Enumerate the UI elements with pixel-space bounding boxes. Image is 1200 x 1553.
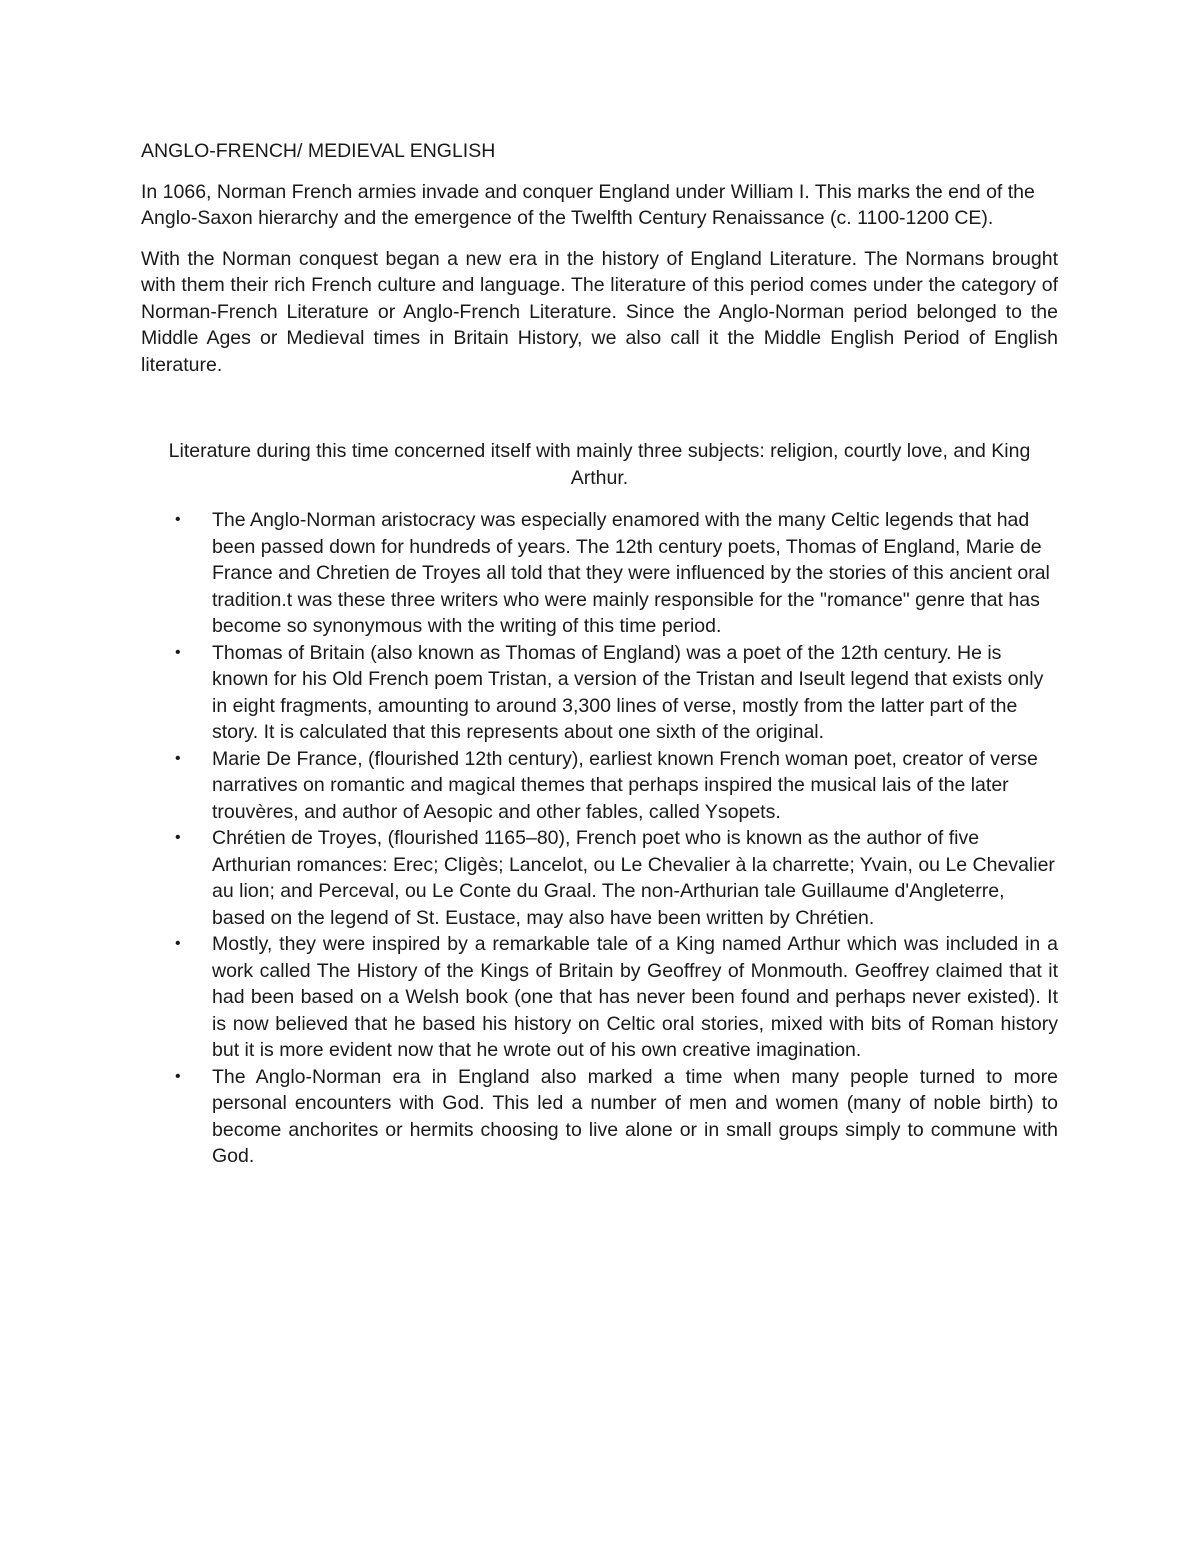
- list-item: [141, 931, 1058, 1064]
- section-spacer: [141, 392, 1058, 438]
- bullet-icon: •: [175, 829, 181, 846]
- subjects-intro: Literature during this time concerned itself with mainly three subjects: religion, courtly love, and King Arthur.: [168, 440, 1031, 489]
- list-item-text: The Anglo-Norman era in England also marked a time when many people turned to more personal encounters with God. This led a number of men and women (many of noble birth) to become anchorites or hermits choosing to live alone or in small groups simply to commune with God.: [212, 1065, 1058, 1167]
- bullet-list: [141, 507, 1058, 1170]
- list-item-text: Mostly, they were inspired by a remarkable tale of a King named Arthur which was included in a work called The History of the Kings of Britain by Geoffrey of Monmouth. Geoffrey claimed that it had been based on a Welsh book (one that has never been found and perhaps never existed). It is now believed that he based his history on Celtic oral stories, mixed with bits of Roman history but it is more evident now that he wrote out of his own creative imagination.: [212, 933, 1058, 1061]
- list-item-text: Chrétien de Troyes, (flourished 1165–80), French poet who is known as the author of five Arthurian romances: Erec; Cligès; Lancelot, ou Le Chevalier à la charrette; Yvain, ou Le Chevalier au lion; and Perceval, ou Le Conte du Graal. The non-Arthurian tale Guillaume d'Angleterre, based on the legend of St. Eustace, may also have been written by Chrétien.: [212, 827, 1055, 929]
- bullet-icon: •: [175, 643, 181, 661]
- document-title: ANGLO-FRENCH/ MEDIEVAL ENGLISH: [141, 140, 496, 162]
- list-item: [141, 640, 1058, 746]
- bullet-icon: •: [175, 935, 181, 952]
- bullet-icon: •: [175, 511, 181, 528]
- list-item: [141, 825, 1058, 931]
- bullet-icon: •: [175, 1067, 181, 1085]
- list-item: [141, 507, 1058, 640]
- norman-conquest-paragraph: With the Norman conquest began a new era in the history of England Literature. The Normans brought with them their rich French culture and language. The literature of this period comes under the category of Norman-French Literature or Anglo-French Literature. Since the Anglo-Norman period belonged to the Middle Ages or Medieval times in Britain History, we also call it the Middle English Period of English literature.: [141, 247, 1058, 376]
- bullet-icon: •: [175, 749, 181, 767]
- list-item-text: The Anglo-Norman aristocracy was especially enamored with the many Celtic legends that had been passed down for hundreds of years. The 12th century poets, Thomas of England, Marie de France and Chretien de Troyes all told that they were influenced by the stories of this ancient oral tradition.t was these three writers who were mainly responsible for the "romance" genre that has become so synonymous with the writing of this time period.: [212, 509, 1050, 637]
- document-page: [141, 138, 1058, 1170]
- list-item-text: Thomas of Britain (also known as Thomas of England) was a poet of the 12th century. He is known for his Old French poem Tristan, a version of the Tristan and Iseult legend that exists only in eight fragments, amounting to around 3,300 lines of verse, mostly from the latter part of the story. It is calculated that this represents about one sixth of the original.: [212, 641, 1044, 743]
- list-item-text: Marie De France, (flourished 12th century), earliest known French woman poet, creator of verse narratives on romantic and magical themes that perhaps inspired the musical lais of the later trouvères, and author of Aesopic and other fables, called Ysopets.: [212, 747, 1038, 823]
- list-item: [141, 746, 1058, 826]
- intro-paragraph: In 1066, Norman French armies invade and conquer England under William I. This marks the end of the Anglo-Saxon hierarchy and the emergence of the Twelfth Century Renaissance (c. 1100-1200 CE).: [141, 180, 1035, 229]
- list-item: [141, 1064, 1058, 1170]
